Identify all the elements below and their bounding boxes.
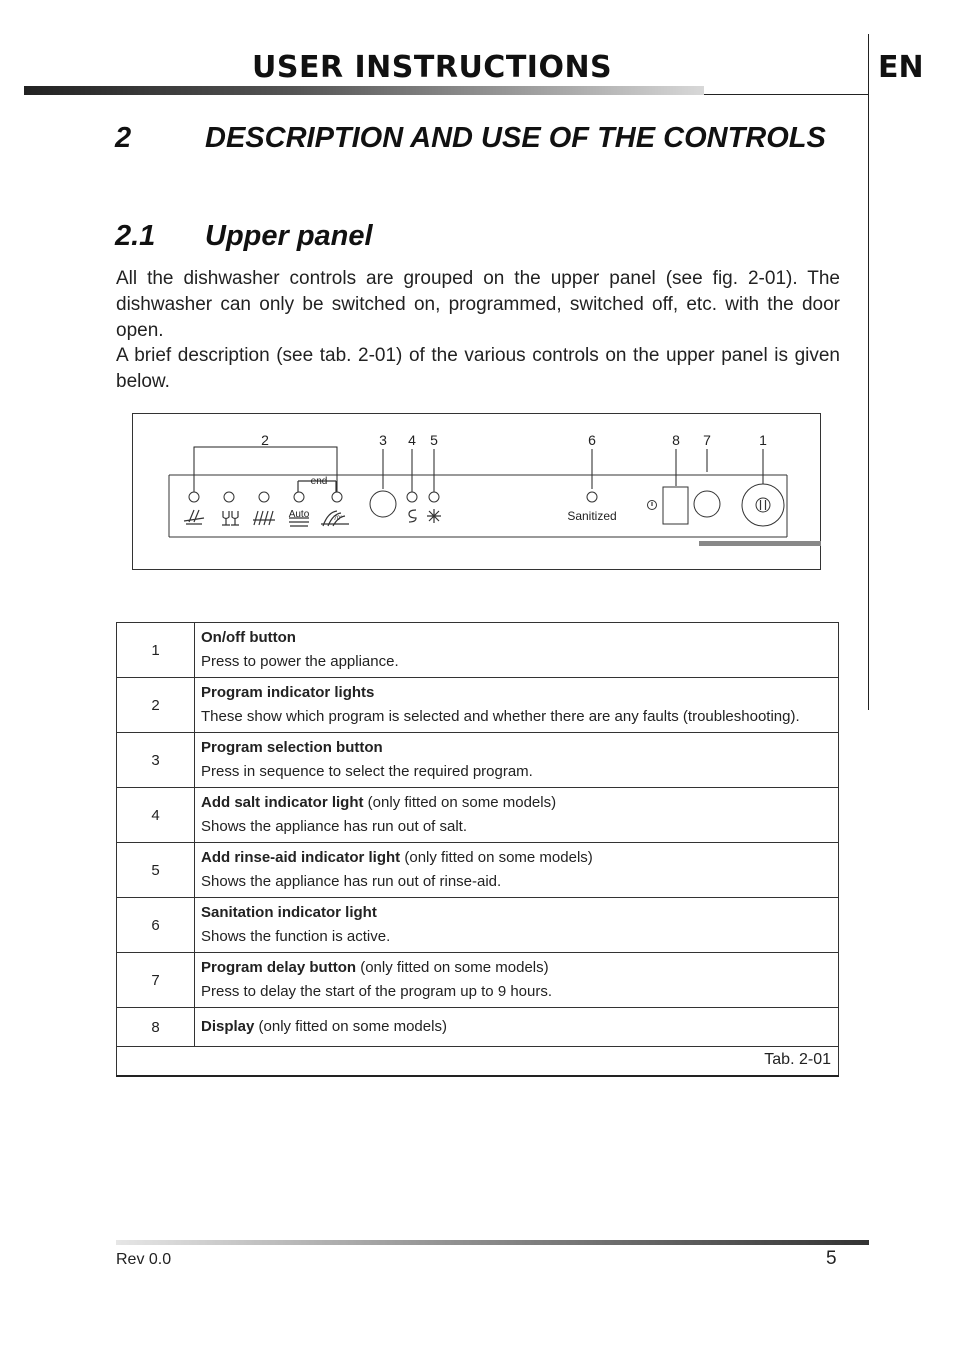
table-caption: Tab. 2-01 <box>117 1047 839 1077</box>
upper-panel-figure <box>132 413 821 570</box>
row-title: Sanitation indicator light <box>201 904 377 921</box>
row-description-cell <box>195 678 839 733</box>
row-number: 1 <box>117 623 195 678</box>
section-number: 2 <box>115 122 132 154</box>
program-led-4 <box>294 492 304 502</box>
table-row <box>117 678 839 733</box>
row-description: These show which program is selected and whether there are any faults (troubleshooting). <box>201 708 800 725</box>
header-rule <box>704 94 868 95</box>
controls-table <box>116 622 839 1077</box>
margin-rule <box>868 34 869 710</box>
rinse-aid-icon <box>427 509 441 523</box>
row-number: 2 <box>117 678 195 733</box>
row-title: Program indicator lights <box>201 684 375 701</box>
row-title: On/off button <box>201 629 296 646</box>
panel-shadow-bar <box>699 541 821 546</box>
table-row <box>117 843 839 898</box>
description-paragraph: A brief description (see tab. 2-01) of the various controls on the upper panel is given below. <box>116 345 840 392</box>
row-number: 5 <box>117 843 195 898</box>
salt-led <box>407 492 417 502</box>
row-title: Add rinse-aid indicator light (only fitted on some models) <box>201 849 593 866</box>
intro-paragraph: All the dishwasher controls are grouped on the upper panel (see fig. 2-01). The dishwasher can only be switched on, programmed, switched off, etc. with the door open. <box>116 268 840 341</box>
section-title: DESCRIPTION AND USE OF THE CONTROLS <box>205 122 826 154</box>
row-description: Shows the appliance has run out of salt. <box>201 818 468 835</box>
row-number: 8 <box>117 1008 195 1047</box>
revision-label: Rev 0.0 <box>116 1251 172 1268</box>
callout-3: 3 <box>379 432 387 448</box>
on-off-icon <box>756 498 770 512</box>
row-description-cell <box>195 898 839 953</box>
row-description: Shows the appliance has run out of rinse-aid. <box>201 873 502 890</box>
program-led-2 <box>224 492 234 502</box>
callout-1: 1 <box>759 432 767 448</box>
row-number: 3 <box>117 733 195 788</box>
header-bar <box>24 86 704 95</box>
row-description-cell <box>195 733 839 788</box>
row-description: Shows the function is active. <box>201 928 391 945</box>
end-label: end <box>310 476 328 487</box>
callout-8: 8 <box>672 432 680 448</box>
table-row <box>117 788 839 843</box>
row-description: Press to power the appliance. <box>201 653 399 670</box>
callout-6: 6 <box>588 432 596 448</box>
page-number: 5 <box>826 1248 837 1269</box>
table-row <box>117 623 839 678</box>
row-number: 7 <box>117 953 195 1008</box>
table-row <box>117 898 839 953</box>
table-caption-row <box>117 1047 839 1077</box>
subsection-title: Upper panel <box>205 220 373 252</box>
table-row <box>117 953 839 1008</box>
sanitation-led <box>587 492 597 502</box>
row-description-cell <box>195 953 839 1008</box>
callout-5: 5 <box>430 432 438 448</box>
row-number: 4 <box>117 788 195 843</box>
rinse-aid-led <box>429 492 439 502</box>
program-led-5 <box>332 492 342 502</box>
footer-bar <box>116 1240 869 1245</box>
temp-label: 70° <box>333 516 343 522</box>
glasses-program-icon <box>222 511 239 525</box>
row-description-cell <box>195 843 839 898</box>
subsection-number: 2.1 <box>115 220 156 252</box>
row-title: Add salt indicator light (only fitted on some models) <box>201 794 557 811</box>
auto-label: Auto <box>288 509 310 520</box>
salt-icon <box>409 510 416 522</box>
display <box>663 487 688 524</box>
row-description: Press in sequence to select the required program. <box>201 763 533 780</box>
callout-4: 4 <box>408 432 416 448</box>
section-heading <box>115 122 826 155</box>
callout-2: 2 <box>261 432 269 448</box>
table-row <box>117 733 839 788</box>
callout-7: 7 <box>703 432 711 448</box>
intensive-program-icon <box>184 510 204 524</box>
row-description-cell <box>195 1008 839 1047</box>
language-code: EN <box>878 50 924 85</box>
table-row <box>117 1008 839 1047</box>
row-description-cell <box>195 788 839 843</box>
program-led-1 <box>189 492 199 502</box>
row-title: Program selection button <box>201 739 383 756</box>
row-number: 6 <box>117 898 195 953</box>
sanitized-label: Sanitized <box>567 509 617 523</box>
row-title: Display (only fitted on some models) <box>201 1018 447 1035</box>
program-delay-button <box>694 491 720 517</box>
row-description-cell <box>195 623 839 678</box>
header-title: USER INSTRUCTIONS <box>252 50 613 85</box>
row-title: Program delay button (only fitted on some models) <box>201 959 549 976</box>
subsection-heading <box>115 220 373 253</box>
normal-program-icon <box>253 511 275 525</box>
program-selection-button <box>370 491 396 517</box>
row-description: Press to delay the start of the program up to 9 hours. <box>201 983 553 1000</box>
upper-panel-diagram <box>133 414 822 571</box>
program-led-3 <box>259 492 269 502</box>
